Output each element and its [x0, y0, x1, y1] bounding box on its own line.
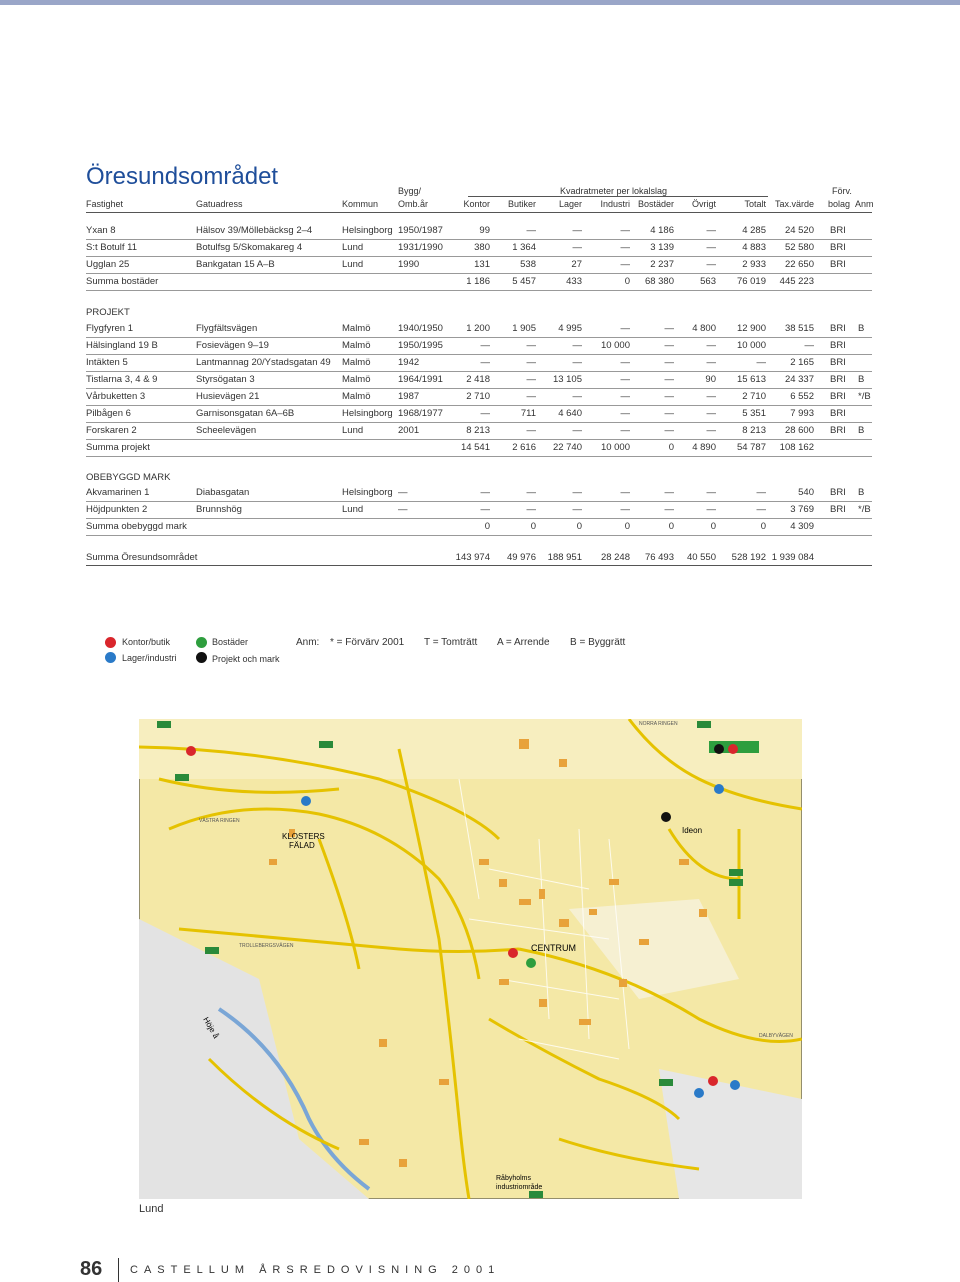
table-row — [86, 273, 872, 290]
map-marker-blue — [714, 784, 724, 794]
cell-y: 1987 — [398, 391, 420, 402]
cell-g: Scheelevägen — [196, 425, 257, 436]
footer-text: CASTELLUM ÅRSREDOVISNING 2001 — [130, 1264, 501, 1276]
cell-c4: 10 000 — [600, 340, 630, 351]
cell-k: Lund — [342, 259, 364, 270]
cell-b: BRI — [830, 504, 846, 515]
map-label-vastra: VÄSTRA RINGEN — [199, 818, 240, 824]
cell-g: Hälsov 39/Möllebäcksg 2–4 — [196, 225, 313, 236]
total-totalt: 528 192 — [731, 552, 766, 563]
cell-f: Summa projekt — [86, 442, 150, 453]
cell-f: Akvamarinen 1 — [86, 487, 150, 498]
cell-c4: — — [620, 374, 630, 385]
cell-c2: 711 — [520, 408, 536, 419]
cell-y: 2001 — [398, 425, 420, 436]
cell-f: Forskaren 2 — [86, 425, 137, 436]
header-anm: Anm — [855, 199, 874, 209]
cell-c8: 108 162 — [779, 442, 814, 453]
cell-f: S:t Botulf 11 — [86, 242, 138, 253]
cell-c1: 99 — [479, 225, 490, 236]
table-row — [86, 518, 872, 535]
cell-c3: 4 640 — [558, 408, 582, 419]
cell-c8: 7 993 — [790, 408, 814, 419]
total-lager: 188 951 — [547, 552, 582, 563]
cell-c1: — — [480, 340, 490, 351]
cell-g: Styrsögatan 3 — [196, 374, 255, 385]
cell-c7: 12 900 — [736, 323, 766, 334]
cell-c5: — — [664, 425, 674, 436]
map-marker-green — [526, 958, 536, 968]
cell-f: Flygfyren 1 — [86, 323, 133, 334]
cell-b: BRI — [830, 357, 846, 368]
cell-c6: 4 800 — [692, 323, 716, 334]
cell-y: — — [398, 504, 408, 515]
cell-b: BRI — [830, 225, 846, 236]
cell-f: Yxan 8 — [86, 225, 116, 236]
cell-g: Bankgatan 15 A–B — [196, 259, 275, 270]
map-label-ideon: Ideon — [682, 826, 703, 835]
table-row — [86, 222, 872, 239]
cell-c6: 90 — [705, 374, 716, 385]
cell-k: Helsingborg — [342, 408, 393, 419]
header-ombar: Omb.år — [398, 199, 429, 209]
cell-g: Husievägen 21 — [196, 391, 260, 402]
legend-red-dot — [105, 637, 116, 648]
cell-c8: 2 165 — [790, 357, 814, 368]
cell-y: 1968/1977 — [398, 408, 443, 419]
map-marker-red — [728, 744, 738, 754]
cell-c5: — — [664, 340, 674, 351]
cell-c1: — — [480, 357, 490, 368]
header-fastighet: Fastighet — [86, 199, 124, 209]
cell-c2: — — [526, 391, 536, 402]
cell-c3: 4 995 — [558, 323, 582, 334]
cell-c5: — — [664, 487, 674, 498]
table-row — [86, 388, 872, 405]
cell-f: Intäkten 5 — [86, 357, 128, 368]
cell-c6: — — [706, 487, 716, 498]
cell-c6: — — [706, 391, 716, 402]
table-row — [86, 501, 872, 518]
row-divider — [86, 456, 872, 457]
cell-f: Vårbuketten 3 — [86, 391, 146, 402]
cell-c7: 0 — [760, 521, 766, 532]
table-row — [86, 439, 872, 456]
section-label-projekt: PROJEKT — [86, 307, 130, 318]
top-accent-bar — [0, 0, 960, 5]
cell-c4: 10 000 — [600, 442, 630, 453]
cell-c7: 4 285 — [742, 225, 766, 236]
cell-c2: — — [526, 340, 536, 351]
cell-c7: 54 787 — [736, 442, 766, 453]
cell-c7: 5 351 — [742, 408, 766, 419]
cell-c3: — — [572, 487, 582, 498]
cell-c3: — — [572, 242, 582, 253]
cell-c5: 2 237 — [650, 259, 674, 270]
cell-y: 1950/1995 — [398, 340, 443, 351]
header-rule — [86, 212, 872, 213]
legend-arrende: A = Arrende — [497, 637, 550, 648]
legend-bostader: Bostäder — [212, 637, 249, 647]
legend-byggratt: B = Byggrätt — [570, 637, 626, 648]
cell-c7: — — [756, 487, 766, 498]
cell-c6: — — [706, 242, 716, 253]
cell-c1: 131 — [474, 259, 490, 270]
cell-k: Lund — [342, 242, 364, 253]
total-kontor: 143 974 — [455, 552, 490, 563]
cell-b: BRI — [830, 408, 846, 419]
cell-c4: 0 — [624, 276, 630, 287]
total-butiker: 49 976 — [506, 552, 536, 563]
cell-y: 1931/1990 — [398, 242, 443, 253]
cell-k: Helsingborg — [342, 225, 393, 236]
cell-c5: 0 — [668, 521, 674, 532]
cell-c8: 52 580 — [784, 242, 814, 253]
cell-b: BRI — [830, 242, 846, 253]
total-bostader: 76 493 — [644, 552, 674, 563]
map-label-trelleborg: TROLLEBERGSVÄGEN — [239, 943, 294, 949]
header-bostader: Bostäder — [637, 199, 674, 209]
cell-c1: 2 710 — [466, 391, 490, 402]
cell-c5: — — [664, 504, 674, 515]
map-label-industri: industriområde — [496, 1184, 543, 1191]
header-taxvarde: Tax.värde — [774, 199, 814, 209]
map-marker-blue — [301, 796, 311, 806]
table-row — [86, 354, 872, 371]
cell-c7: — — [756, 357, 766, 368]
map-svg — [139, 719, 802, 1199]
legend-forvarv: * = Förvärv 2001 — [330, 637, 405, 648]
cell-a: B — [858, 487, 865, 498]
cell-y: — — [398, 487, 408, 498]
legend-kontor: Kontor/butik — [122, 637, 171, 647]
map-marker-red — [708, 1076, 718, 1086]
cell-c7: 4 883 — [742, 242, 766, 253]
cell-b: BRI — [830, 259, 846, 270]
cell-c3: 0 — [576, 521, 582, 532]
cell-f: Summa obebyggd mark — [86, 521, 187, 532]
map-marker-blue — [694, 1088, 704, 1098]
cell-c3: — — [572, 225, 582, 236]
legend-tomtratt: T = Tomträtt — [424, 637, 478, 648]
cell-c5: — — [664, 408, 674, 419]
page-number: 86 — [80, 1258, 103, 1280]
cell-c4: — — [620, 487, 630, 498]
row-divider — [86, 535, 872, 536]
legend-projekt: Projekt och mark — [212, 654, 280, 664]
cell-c4: — — [620, 259, 630, 270]
cell-c8: 540 — [798, 487, 814, 498]
cell-c8: 445 223 — [779, 276, 814, 287]
cell-f: Pilbågen 6 — [86, 408, 131, 419]
map-caption: Lund — [139, 1203, 164, 1215]
header-kontor: Kontor — [463, 199, 490, 209]
legend-green-dot — [196, 637, 207, 648]
cell-c4: — — [620, 242, 630, 253]
total-rule — [86, 565, 872, 566]
cell-c3: — — [572, 391, 582, 402]
map-label-dalby: DALBYVÄGEN — [759, 1033, 793, 1039]
cell-c8: 24 337 — [784, 374, 814, 385]
cell-g: Lantmannag 20/Ystadsgatan 49 — [196, 357, 331, 368]
cell-c5: 4 186 — [650, 225, 674, 236]
map-marker-black — [714, 744, 724, 754]
table-row — [86, 371, 872, 388]
cell-c4: — — [620, 391, 630, 402]
cell-g: Botulfsg 5/Skomakareg 4 — [196, 242, 303, 253]
cell-f: Ugglan 25 — [86, 259, 130, 270]
header-totalt: Totalt — [744, 199, 766, 209]
header-lager: Lager — [558, 199, 582, 209]
cell-c4: — — [620, 225, 630, 236]
cell-c6: 563 — [700, 276, 716, 287]
cell-c2: — — [526, 425, 536, 436]
cell-c2: 1 905 — [512, 323, 536, 334]
cell-c3: — — [572, 504, 582, 515]
header-bolag: bolag — [828, 199, 851, 209]
cell-c6: — — [706, 225, 716, 236]
cell-k: Lund — [342, 425, 364, 436]
cell-c1: 380 — [474, 242, 490, 253]
table-row — [86, 256, 872, 273]
cell-c1: 1 200 — [466, 323, 490, 334]
cell-k: Malmö — [342, 357, 371, 368]
cell-f: Hälsingland 19 B — [86, 340, 158, 351]
total-label: Summa Öresundsområdet — [86, 552, 198, 563]
cell-c1: 14 541 — [460, 442, 490, 453]
cell-c7: 76 019 — [736, 276, 766, 287]
cell-c6: — — [706, 259, 716, 270]
cell-b: BRI — [830, 323, 846, 334]
total-taxvarde: 1 939 084 — [771, 552, 814, 563]
map-label-centrum: CENTRUM — [531, 943, 576, 953]
map-label-norra: NORRA RINGEN — [639, 721, 678, 727]
cell-c2: 1 364 — [512, 242, 536, 253]
cell-c1: — — [480, 504, 490, 515]
cell-g: Garnisonsgatan 6A–6B — [196, 408, 295, 419]
cell-c7: 10 000 — [736, 340, 766, 351]
cell-c1: 8 213 — [466, 425, 490, 436]
cell-k: Lund — [342, 504, 364, 515]
cell-c8: 24 520 — [784, 225, 814, 236]
cell-k: Malmö — [342, 323, 371, 334]
cell-c4: — — [620, 504, 630, 515]
cell-y: 1950/1987 — [398, 225, 443, 236]
map-marker-blue — [730, 1080, 740, 1090]
cell-f: Höjdpunkten 2 — [86, 504, 148, 515]
cell-c2: 5 457 — [512, 276, 536, 287]
cell-c2: 2 616 — [512, 442, 536, 453]
cell-c3: 433 — [566, 276, 582, 287]
cell-c6: — — [706, 504, 716, 515]
map-marker-black — [661, 812, 671, 822]
header-industri: Industri — [600, 199, 630, 209]
total-industri: 28 248 — [600, 552, 630, 563]
cell-c8: 3 769 — [790, 504, 814, 515]
cell-b: BRI — [830, 340, 846, 351]
total-ovrigt: 40 550 — [686, 552, 716, 563]
cell-c1: — — [480, 408, 490, 419]
cell-c1: 1 186 — [466, 276, 490, 287]
cell-c3: — — [572, 340, 582, 351]
cell-c6: — — [706, 340, 716, 351]
cell-c2: — — [526, 357, 536, 368]
cell-c4: — — [620, 408, 630, 419]
cell-c8: 38 515 — [784, 323, 814, 334]
cell-c6: 0 — [710, 521, 716, 532]
group-underline — [468, 196, 768, 197]
cell-c5: — — [664, 323, 674, 334]
legend-black-dot — [196, 652, 207, 663]
row-divider — [86, 290, 872, 291]
cell-k: Malmö — [342, 391, 371, 402]
cell-y: 1942 — [398, 357, 420, 368]
header-butiker: Butiker — [507, 199, 536, 209]
cell-c8: 4 309 — [790, 521, 814, 532]
cell-f: Tistlarna 3, 4 & 9 — [86, 374, 158, 385]
cell-c3: 13 105 — [552, 374, 582, 385]
cell-c8: 22 650 — [784, 259, 814, 270]
cell-c2: 0 — [530, 521, 536, 532]
cell-b: BRI — [830, 425, 846, 436]
table-row — [86, 337, 872, 354]
cell-c4: — — [620, 357, 630, 368]
cell-c6: — — [706, 408, 716, 419]
cell-f: Summa bostäder — [86, 276, 159, 287]
cell-g: Fosievägen 9–19 — [196, 340, 269, 351]
table-row — [86, 422, 872, 439]
cell-c2: — — [526, 504, 536, 515]
header-forv-top: Förv. — [832, 186, 852, 196]
cell-c1: — — [480, 487, 490, 498]
header-ovrigt: Övrigt — [691, 199, 716, 209]
cell-c4: — — [620, 323, 630, 334]
cell-b: BRI — [830, 391, 846, 402]
cell-c7: 8 213 — [742, 425, 766, 436]
map-label-falad: FÄLAD — [289, 841, 315, 850]
cell-c5: — — [664, 374, 674, 385]
legend-lager: Lager/industri — [122, 653, 177, 663]
cell-c4: 0 — [624, 521, 630, 532]
cell-y: 1990 — [398, 259, 420, 270]
map-marker-red — [508, 948, 518, 958]
map-label-rabyholms: Råbyholms — [496, 1175, 532, 1182]
cell-a: B — [858, 374, 865, 385]
cell-a: */B — [858, 391, 871, 402]
page-title: Öresundsområdet — [86, 163, 279, 190]
total-row — [86, 549, 872, 566]
cell-c2: — — [526, 225, 536, 236]
lund-map — [139, 719, 802, 1199]
header-group: Kvadratmeter per lokalslag — [560, 186, 668, 196]
header-bygg-top: Bygg/ — [398, 186, 422, 196]
cell-c6: 4 890 — [692, 442, 716, 453]
cell-c6: — — [706, 425, 716, 436]
cell-c2: — — [526, 374, 536, 385]
cell-c7: 2 933 — [742, 259, 766, 270]
cell-c5: — — [664, 391, 674, 402]
cell-c5: 68 380 — [644, 276, 674, 287]
cell-c6: — — [706, 357, 716, 368]
legend-anm: Anm: — [296, 637, 320, 648]
header-kommun: Kommun — [341, 199, 378, 209]
cell-g: Flygfältsvägen — [196, 323, 258, 334]
cell-c3: 27 — [571, 259, 582, 270]
cell-a: */B — [858, 504, 871, 515]
table-row — [86, 484, 872, 501]
cell-c5: 3 139 — [650, 242, 674, 253]
cell-c2: 538 — [520, 259, 536, 270]
cell-c8: 6 552 — [790, 391, 814, 402]
cell-c2: — — [526, 487, 536, 498]
cell-c3: — — [572, 357, 582, 368]
cell-c7: — — [756, 504, 766, 515]
cell-k: Malmö — [342, 374, 371, 385]
cell-c3: 22 740 — [552, 442, 582, 453]
cell-c3: — — [572, 425, 582, 436]
table-row — [86, 239, 872, 256]
map-marker-red — [186, 746, 196, 756]
cell-c7: 2 710 — [742, 391, 766, 402]
map-label-hoje: Höje å — [201, 1015, 221, 1041]
cell-c1: 0 — [484, 521, 490, 532]
cell-b: BRI — [830, 374, 846, 385]
cell-k: Malmö — [342, 340, 371, 351]
footer-separator — [118, 1258, 119, 1282]
header-gatuadress: Gatuadress — [196, 199, 243, 209]
table-row — [86, 320, 872, 337]
cell-c8: 28 600 — [784, 425, 814, 436]
cell-a: B — [858, 323, 865, 334]
cell-c1: 2 418 — [466, 374, 490, 385]
cell-k: Helsingborg — [342, 487, 393, 498]
cell-y: 1940/1950 — [398, 323, 443, 334]
legend-blue-dot — [105, 652, 116, 663]
cell-c7: 15 613 — [736, 374, 766, 385]
section-label-obebyggd: OBEBYGGD MARK — [86, 472, 171, 483]
cell-c8: — — [804, 340, 814, 351]
cell-b: BRI — [830, 487, 846, 498]
cell-c5: — — [664, 357, 674, 368]
cell-c4: — — [620, 425, 630, 436]
table-row — [86, 405, 872, 422]
cell-g: Brunnshög — [196, 504, 242, 515]
cell-g: Diabasgatan — [196, 487, 250, 498]
cell-y: 1964/1991 — [398, 374, 443, 385]
cell-c5: 0 — [668, 442, 674, 453]
cell-a: B — [858, 425, 865, 436]
map-label-klosters: KLOSTERS — [282, 832, 325, 841]
